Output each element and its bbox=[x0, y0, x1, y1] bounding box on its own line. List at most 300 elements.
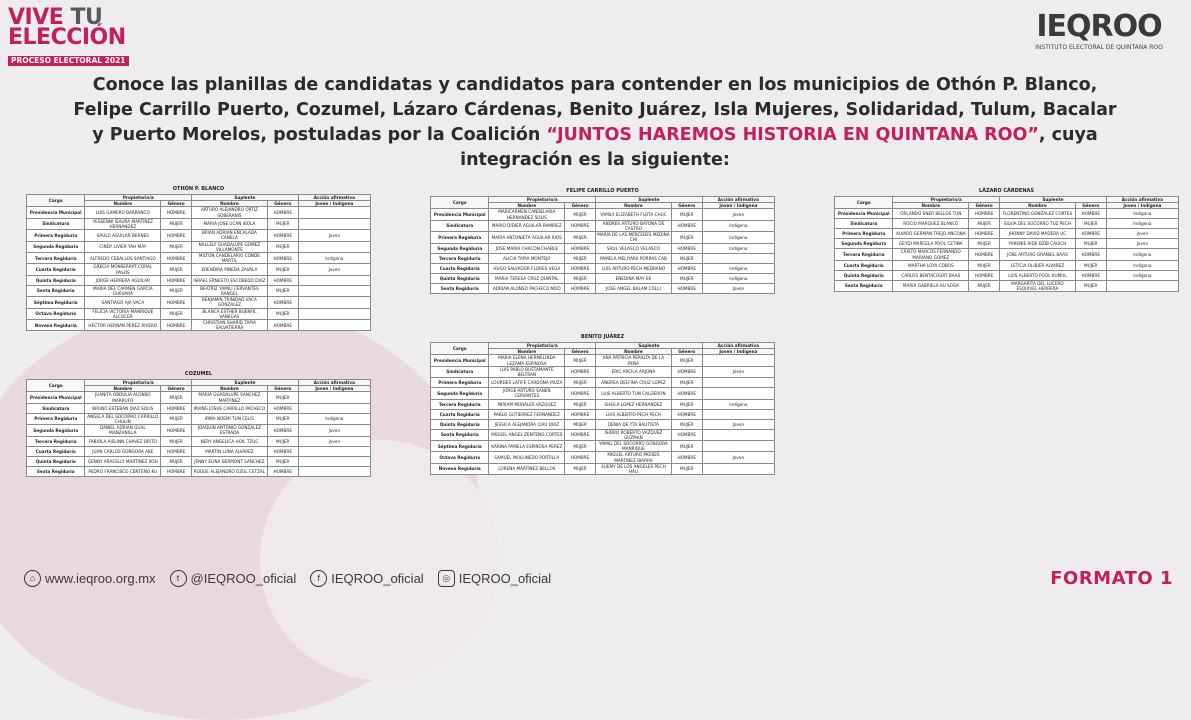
propietario-nombre-cell: CRISTO MARCOS FERNANDO MARIANO GOMEZ bbox=[893, 249, 969, 260]
accion-afirmativa-cell bbox=[702, 355, 774, 366]
cargo-cell: Primera Regiduría bbox=[27, 413, 85, 424]
instagram-icon: ◎ bbox=[438, 570, 455, 587]
propietario-nombre-cell: JUAN CARLOS GONGORA AKE bbox=[85, 446, 161, 456]
table-row bbox=[431, 366, 775, 377]
suplente-genero-cell: HOMBRE bbox=[671, 243, 702, 253]
propietario-nombre-cell: MARIO DIDIER AGUILAR RAMIREZ bbox=[489, 220, 565, 231]
accion-afirmativa-cell: Indígena bbox=[1106, 260, 1178, 270]
suplente-nombre-cell: ERIC ARCILA ARJONA bbox=[596, 366, 672, 377]
propietario-nombre-cell: JUANITA OBDULIA ALONSO MARRUFO bbox=[85, 392, 161, 403]
propietario-nombre-cell: MARIA TERESA CRUZ QUINTAL bbox=[489, 273, 565, 283]
propietario-genero-cell: HOMBRE bbox=[161, 253, 192, 264]
header-genero: Género bbox=[267, 386, 298, 392]
table-row bbox=[431, 263, 775, 273]
footer-instagram[interactable] bbox=[438, 570, 551, 587]
planilla-felipe-carrillo-puerto bbox=[430, 188, 775, 294]
cargo-cell: Sindicatura bbox=[27, 403, 85, 413]
table-row bbox=[431, 209, 775, 220]
accion-afirmativa-cell: Joven bbox=[298, 425, 370, 436]
cargo-cell: Sindicatura bbox=[431, 366, 489, 377]
twitter-text: @IEQROO_oficial bbox=[190, 570, 297, 586]
propietario-genero-cell: MUJER bbox=[969, 280, 1000, 291]
municipio-title: LÁZARO CÁRDENAS bbox=[978, 188, 1034, 194]
accion-afirmativa-cell bbox=[702, 441, 774, 452]
header-nombre: Nombre bbox=[85, 386, 161, 392]
table-row bbox=[27, 320, 371, 331]
propietario-genero-cell: MUJER bbox=[161, 285, 192, 296]
municipio-title: OTHÓN P. BLANCO bbox=[172, 186, 225, 192]
propietario-genero-cell: MUJER bbox=[565, 273, 596, 283]
table-row bbox=[835, 260, 1179, 270]
table-row bbox=[27, 456, 371, 466]
propietario-nombre-cell: GEYDI MARCELA POOL CETINA bbox=[893, 239, 969, 249]
cargo-cell: Primera Regiduría bbox=[431, 232, 489, 243]
cargo-cell: Segunda Regiduría bbox=[431, 243, 489, 253]
suplente-genero-cell: MUJER bbox=[267, 436, 298, 446]
propietario-nombre-cell: ORLANDO ENER BELLOS TUN bbox=[893, 209, 969, 219]
cargo-cell: Sexta Regiduría bbox=[27, 466, 85, 476]
suplente-genero-cell: HOMBRE bbox=[267, 275, 298, 285]
accion-afirmativa-cell: Joven bbox=[298, 264, 370, 275]
suplente-nombre-cell: JENNY ELINA BERMONT SANCHEZ bbox=[192, 456, 268, 466]
logo-line-1a: VIVE bbox=[8, 5, 71, 30]
accion-afirmativa-cell bbox=[702, 463, 774, 474]
planilla-table bbox=[26, 379, 371, 477]
intro-text-before: Conoce las planillas de candidatas y candidatos para contender en los municipios de Othón P. Blanco, Felipe Carrillo Puerto, Cozumel, Lázaro Cárdenas, Benito Juárez, Isla Mujeres, Solidaridad, Tulum, Bacalar y Puerto Morelos, postuladas por la Coalición bbox=[73, 75, 1117, 145]
cargo-cell: Sindicatura bbox=[27, 218, 85, 229]
suplente-genero-cell: HOMBRE bbox=[671, 263, 702, 273]
suplente-genero-cell: HOMBRE bbox=[671, 366, 702, 377]
propietario-nombre-cell: LOURDES LATIFE CARDONA MUZA bbox=[489, 378, 565, 388]
table-row bbox=[27, 308, 371, 319]
header-joven-indigena: Joven / Indígena bbox=[298, 386, 370, 392]
cargo-cell: Cuarta Regiduría bbox=[835, 260, 893, 270]
propietario-genero-cell: HOMBRE bbox=[161, 297, 192, 308]
logo-line-2: ELECCIÓN bbox=[8, 25, 126, 50]
propietario-genero-cell: HOMBRE bbox=[161, 320, 192, 331]
suplente-genero-cell: MUJER bbox=[671, 463, 702, 474]
suplente-genero-cell: HOMBRE bbox=[267, 253, 298, 264]
suplente-genero-cell: MUJER bbox=[671, 441, 702, 452]
propietario-genero-cell: MUJER bbox=[161, 308, 192, 319]
cargo-cell: Primera Regiduría bbox=[27, 230, 85, 241]
header-accion-afirmativa: Acción afirmativa bbox=[1106, 197, 1178, 203]
propietario-nombre-cell: ROCIO MARQUEZ BLANCO bbox=[893, 219, 969, 229]
header-nombre: Nombre bbox=[192, 201, 268, 207]
header-accion-afirmativa: Acción afirmativa bbox=[298, 195, 370, 201]
propietario-nombre-cell: LUIS GAMERO BARRANCO bbox=[85, 207, 161, 218]
cargo-cell: Presidencia Municipal bbox=[431, 355, 489, 366]
propietario-genero-cell: HOMBRE bbox=[161, 446, 192, 456]
accion-afirmativa-cell: Indígena bbox=[702, 263, 774, 273]
accion-afirmativa-cell: Indígena bbox=[1106, 209, 1178, 219]
suplente-genero-cell: HOMBRE bbox=[267, 230, 298, 241]
table-row bbox=[835, 239, 1179, 249]
propietario-nombre-cell: GRECIA MONSERRAT CORAL PASOS bbox=[85, 264, 161, 275]
suplente-nombre-cell: LUIS ALBERTO TUN CALDERON bbox=[596, 388, 672, 399]
propietario-nombre-cell: MARIA GABRIELA KU SOSA bbox=[893, 280, 969, 291]
propietario-nombre-cell: ALFREDO CEBALLOS SANTIAGO bbox=[85, 253, 161, 264]
propietario-genero-cell: MUJER bbox=[161, 241, 192, 252]
suplente-genero-cell: HOMBRE bbox=[671, 452, 702, 463]
accion-afirmativa-cell: Indígena bbox=[1106, 249, 1178, 260]
header-nombre: Nombre bbox=[85, 201, 161, 207]
cargo-cell: Presidencia Municipal bbox=[431, 209, 489, 220]
accion-afirmativa-cell: Indígena bbox=[702, 243, 774, 253]
suplente-nombre-cell: YAMILY ELIZABETH FLOTA CHUC bbox=[596, 209, 672, 220]
accion-afirmativa-cell bbox=[298, 207, 370, 218]
accion-afirmativa-cell bbox=[702, 388, 774, 399]
accion-afirmativa-cell bbox=[298, 466, 370, 476]
footer-website[interactable] bbox=[24, 570, 156, 587]
suplente-nombre-cell: JOSE ANGEL BALAM COLLI bbox=[596, 283, 672, 293]
cargo-cell: Cuarta Regiduría bbox=[431, 263, 489, 273]
facebook-text: IEQROO_oficial bbox=[331, 570, 424, 586]
municipio-title: COZUMEL bbox=[184, 371, 213, 377]
cargo-cell: Cuarta Regiduría bbox=[27, 264, 85, 275]
cargo-cell: Sindicatura bbox=[431, 220, 489, 231]
table-row bbox=[835, 229, 1179, 239]
ieqroo-subtitle: INSTITUTO ELECTORAL DE QUINTANA ROO bbox=[1035, 44, 1163, 51]
propietario-nombre-cell: CINDY LIVIER YAH MAY bbox=[85, 241, 161, 252]
header-nombre: Nombre bbox=[596, 203, 672, 209]
municipio-title: FELIPE CARRILLO PUERTO bbox=[566, 188, 639, 194]
header-cargo: Cargo bbox=[27, 195, 85, 207]
table-row bbox=[27, 403, 371, 413]
table-row bbox=[27, 253, 371, 264]
table-row bbox=[431, 355, 775, 366]
propietario-genero-cell: HOMBRE bbox=[161, 275, 192, 285]
propietario-nombre-cell: FABIOLA AISLINN CHAVEZ BRITO bbox=[85, 436, 161, 446]
suplente-genero-cell: MUJER bbox=[267, 413, 298, 424]
suplente-genero-cell: HOMBRE bbox=[1075, 229, 1106, 239]
suplente-genero-cell: MUJER bbox=[671, 399, 702, 409]
propietario-nombre-cell: ALVARO GERMAN TREJO ANCONA bbox=[893, 229, 969, 239]
suplente-genero-cell: HOMBRE bbox=[671, 283, 702, 293]
table-row bbox=[431, 378, 775, 388]
suplente-nombre-cell: JOSE ARTURO GRANIEL BAAS bbox=[1000, 249, 1076, 260]
propietario-nombre-cell: MARIA ELENA HERMELINDA LEZAMA ESPINOSA bbox=[489, 355, 565, 366]
cargo-cell: Sexta Regiduría bbox=[431, 283, 489, 293]
cargo-cell: Sexta Regiduría bbox=[27, 285, 85, 296]
header-propietario: Propietario/a bbox=[85, 195, 192, 201]
suplente-genero-cell: MUJER bbox=[1075, 260, 1106, 270]
table-row bbox=[835, 270, 1179, 280]
header-genero: Género bbox=[671, 349, 702, 355]
propietario-genero-cell: MUJER bbox=[565, 232, 596, 243]
accion-afirmativa-cell bbox=[298, 218, 370, 229]
cargo-cell: Tercera Regiduría bbox=[431, 399, 489, 409]
suplente-genero-cell: HOMBRE bbox=[267, 425, 298, 436]
propietario-genero-cell: MUJER bbox=[565, 419, 596, 429]
suplente-genero-cell: MUJER bbox=[1075, 239, 1106, 249]
cargo-cell: Sexta Regiduría bbox=[835, 280, 893, 291]
suplente-nombre-cell: DENIA DE YTA BAUTISTA bbox=[596, 419, 672, 429]
facebook-icon: f bbox=[310, 570, 327, 587]
suplente-genero-cell: HOMBRE bbox=[671, 388, 702, 399]
suplente-genero-cell: MUJER bbox=[267, 241, 298, 252]
cargo-cell: Quinta Regiduría bbox=[431, 273, 489, 283]
accion-afirmativa-cell bbox=[1106, 280, 1178, 291]
propietario-nombre-cell: SANTIAGO AJA VACA bbox=[85, 297, 161, 308]
suplente-genero-cell: HOMBRE bbox=[267, 320, 298, 331]
accion-afirmativa-cell: Indígena bbox=[298, 253, 370, 264]
suplente-nombre-cell: MARIA DE LAS MERCEDES MEDINA CHI bbox=[597, 232, 670, 243]
table-row bbox=[431, 409, 775, 419]
footer bbox=[24, 567, 551, 589]
table-row bbox=[431, 388, 775, 399]
propietario-genero-cell: HOMBRE bbox=[565, 429, 596, 440]
propietario-genero-cell: MUJER bbox=[969, 219, 1000, 229]
propietario-nombre-cell: CARLOS BENTACOURT BAAS bbox=[893, 270, 969, 280]
propietario-nombre-cell: KARINA PAMELA ESPINOSA PEREZ bbox=[489, 441, 565, 452]
propietario-genero-cell: MUJER bbox=[565, 355, 596, 366]
cargo-cell: Segunda Regiduría bbox=[27, 241, 85, 252]
header-genero: Género bbox=[671, 203, 702, 209]
cargo-cell: Tercera Regiduría bbox=[27, 253, 85, 264]
accion-afirmativa-cell: Joven bbox=[702, 366, 774, 377]
propietario-genero-cell: MUJER bbox=[565, 378, 596, 388]
cargo-cell: Tercera Regiduría bbox=[835, 249, 893, 260]
propietario-nombre-cell: ALICIA TAPIA MONTEJO bbox=[489, 253, 565, 263]
planilla-table bbox=[430, 196, 775, 294]
vive-tu-eleccion-logo bbox=[8, 5, 138, 67]
suplente-genero-cell: MUJER bbox=[671, 232, 702, 243]
accion-afirmativa-cell bbox=[702, 429, 774, 440]
header-nombre: Nombre bbox=[489, 203, 565, 209]
suplente-genero-cell: MUJER bbox=[1075, 219, 1106, 229]
header-suplente: Suplente bbox=[192, 380, 299, 386]
propietario-genero-cell: HOMBRE bbox=[161, 403, 192, 413]
header-genero: Género bbox=[565, 203, 596, 209]
cargo-cell: Sindicatura bbox=[835, 219, 893, 229]
suplente-nombre-cell: LUIS ALBERTO POOL KUMUL bbox=[1000, 270, 1076, 280]
formato-label: FORMATO 1 bbox=[1050, 568, 1173, 589]
suplente-nombre-cell: MARIA GUADALUPE SANCHEZ MARTINEZ bbox=[192, 392, 268, 403]
instagram-text: IEQROO_oficial bbox=[458, 570, 552, 586]
suplente-genero-cell: MUJER bbox=[671, 273, 702, 283]
suplente-nombre-cell: MILTON CANDELARIO CONDE MARTIL bbox=[192, 253, 268, 264]
table-row bbox=[27, 425, 371, 436]
header-cargo: Cargo bbox=[431, 343, 489, 355]
table-row bbox=[27, 297, 371, 308]
planilla-othon-p-blanco bbox=[26, 186, 371, 331]
suplente-nombre-cell: ENEDINA MAY EK bbox=[596, 273, 672, 283]
table-row bbox=[431, 452, 775, 463]
suplente-genero-cell: MUJER bbox=[671, 209, 702, 220]
propietario-genero-cell: MUJER bbox=[161, 456, 192, 466]
suplente-nombre-cell: IRMA NOEMI TUN CELIS bbox=[192, 413, 268, 424]
accion-afirmativa-cell bbox=[298, 297, 370, 308]
intro-text bbox=[70, 73, 1120, 173]
table-row bbox=[431, 399, 775, 409]
footer-facebook[interactable] bbox=[310, 570, 423, 587]
cargo-cell: Segunda Regiduría bbox=[431, 388, 489, 399]
suplente-genero-cell: MUJER bbox=[267, 308, 298, 319]
accion-afirmativa-cell bbox=[298, 456, 370, 466]
suplente-nombre-cell: MARIA JOSE UCAN IBOLA bbox=[192, 218, 268, 229]
cargo-cell: Tercera Regiduría bbox=[431, 253, 489, 263]
header-propietario: Propietario/a bbox=[893, 197, 1000, 203]
suplente-genero-cell: MUJER bbox=[671, 419, 702, 429]
table-row bbox=[431, 429, 775, 440]
accion-afirmativa-cell: Indígena bbox=[702, 273, 774, 283]
propietario-nombre-cell: ANGELA DEL SOCORRO CARRILLO CHULIN bbox=[85, 413, 161, 424]
header-genero: Género bbox=[161, 201, 192, 207]
cargo-cell: Séptima Regiduría bbox=[27, 297, 85, 308]
propietario-nombre-cell: JESSICA ALEJANDRA CIAU DIAZ bbox=[489, 419, 565, 429]
propietario-genero-cell: HOMBRE bbox=[161, 466, 192, 476]
suplente-genero-cell: MUJER bbox=[267, 285, 298, 296]
propietario-genero-cell: MUJER bbox=[161, 413, 192, 424]
planilla-table bbox=[26, 194, 371, 331]
suplente-nombre-cell: YAMILI DEL SOCORRO GONGORA MANRIQUE bbox=[596, 441, 672, 452]
intro-text-after: , cuya integración es la siguiente: bbox=[460, 125, 1098, 170]
accion-afirmativa-cell: Indígena bbox=[298, 413, 370, 424]
cargo-cell: Novena Regiduría bbox=[27, 320, 85, 331]
propietario-genero-cell: HOMBRE bbox=[565, 366, 596, 377]
table-row bbox=[27, 230, 371, 241]
home-icon: ⌂ bbox=[24, 570, 41, 587]
accion-afirmativa-cell bbox=[298, 392, 370, 403]
table-row bbox=[27, 436, 371, 446]
suplente-nombre-cell: BLANCA ESTHER BUENFIL VANEGAS bbox=[192, 308, 268, 319]
suplente-genero-cell: HOMBRE bbox=[671, 429, 702, 440]
suplente-nombre-cell: JHONNY DAVID MADERA UC bbox=[1000, 229, 1076, 239]
propietario-nombre-cell: SAMUEL MOLLINEDO PORTILLA bbox=[489, 452, 565, 463]
header-joven-indigena: Joven / Indígena bbox=[298, 201, 370, 207]
cargo-cell: Quinta Regiduría bbox=[835, 270, 893, 280]
propietario-nombre-cell: ADRIAN ALONSO PACHECO MOO bbox=[489, 283, 565, 293]
planilla-table bbox=[834, 196, 1179, 292]
propietario-genero-cell: HOMBRE bbox=[565, 263, 596, 273]
accion-afirmativa-cell bbox=[298, 320, 370, 331]
table-row bbox=[835, 209, 1179, 219]
propietario-nombre-cell: LUIS PABLO BUSTAMANTE BELTRAN bbox=[489, 366, 565, 377]
website-text: www.ieqroo.org.mx bbox=[45, 570, 156, 586]
accion-afirmativa-cell bbox=[298, 308, 370, 319]
table-row bbox=[27, 264, 371, 275]
suplente-nombre-cell: ANDREA DELFINA CRUZ LOPEZ bbox=[596, 378, 672, 388]
propietario-nombre-cell: HUGO SALVADOR FLORES VEGA bbox=[489, 263, 565, 273]
suplente-nombre-cell: LETICIA OLIBIER ALVAREZ bbox=[1000, 260, 1076, 270]
header-propietario: Propietario/a bbox=[489, 343, 596, 349]
propietario-genero-cell: HOMBRE bbox=[969, 270, 1000, 280]
table-row bbox=[431, 283, 775, 293]
suplente-genero-cell: MUJER bbox=[267, 264, 298, 275]
table-row bbox=[431, 463, 775, 474]
propietario-genero-cell: HOMBRE bbox=[161, 207, 192, 218]
suplente-genero-cell: HOMBRE bbox=[267, 207, 298, 218]
propietario-genero-cell: MUJER bbox=[565, 209, 596, 220]
propietario-genero-cell: HOMBRE bbox=[565, 220, 596, 231]
accion-afirmativa-cell: Indígena bbox=[702, 232, 774, 243]
cargo-cell: Presidencia Municipal bbox=[27, 207, 85, 218]
ieqroo-logo bbox=[1029, 9, 1169, 52]
accion-afirmativa-cell bbox=[298, 275, 370, 285]
table-row bbox=[27, 275, 371, 285]
suplente-genero-cell: MUJER bbox=[671, 355, 702, 366]
header-cargo: Cargo bbox=[835, 197, 893, 209]
suplente-nombre-cell: MARGARITA DEL LUCERO ESQUIVEL HERRERA bbox=[1000, 280, 1076, 291]
propietario-nombre-cell: YESSENNI ISAURA MARTINEZ HERNANDEZ bbox=[85, 218, 161, 229]
propietario-genero-cell: MUJER bbox=[969, 239, 1000, 249]
header-accion-afirmativa: Acción afirmativa bbox=[702, 197, 774, 203]
propietario-genero-cell: HOMBRE bbox=[565, 283, 596, 293]
table-row bbox=[431, 253, 775, 263]
table-row bbox=[431, 220, 775, 231]
suplente-nombre-cell: CHRISTIAN SHARID TAPIA SALVATIERRA bbox=[192, 320, 268, 331]
suplente-nombre-cell: ISRAEL ERNESTO ESCOBEDO DIAZ bbox=[192, 275, 268, 285]
header-nombre: Nombre bbox=[489, 349, 565, 355]
header-suplente: Suplente bbox=[1000, 197, 1107, 203]
suplente-nombre-cell: ANA PATRICIA PERALTA DE LA PEÑA bbox=[596, 355, 672, 366]
accion-afirmativa-cell: Joven bbox=[298, 436, 370, 446]
header-joven-indigena: Joven / Indígena bbox=[702, 349, 774, 355]
propietario-genero-cell: HOMBRE bbox=[565, 388, 596, 399]
propietario-genero-cell: HOMBRE bbox=[565, 243, 596, 253]
accion-afirmativa-cell bbox=[702, 378, 774, 388]
propietario-nombre-cell: HECTOR HERNAN PEREZ RIVERO bbox=[85, 320, 161, 331]
suplente-genero-cell: MUJER bbox=[267, 456, 298, 466]
propietario-genero-cell: MUJER bbox=[565, 441, 596, 452]
header-accion-afirmativa: Acción afirmativa bbox=[702, 343, 774, 349]
suplente-genero-cell: HOMBRE bbox=[671, 409, 702, 419]
accion-afirmativa-cell: Joven bbox=[1106, 239, 1178, 249]
table-row bbox=[27, 413, 371, 424]
table-row bbox=[835, 249, 1179, 260]
suplente-genero-cell: HOMBRE bbox=[1075, 209, 1106, 219]
propietario-nombre-cell: JORGE ARTURO SANEN CERVANTES bbox=[489, 388, 565, 399]
header-propietario: Propietario/a bbox=[85, 380, 192, 386]
propietario-genero-cell: HOMBRE bbox=[565, 409, 596, 419]
accion-afirmativa-cell: Joven bbox=[702, 209, 774, 220]
header-suplente: Suplente bbox=[596, 197, 703, 203]
suplente-genero-cell: MUJER bbox=[1075, 280, 1106, 291]
table-row bbox=[431, 419, 775, 429]
suplente-nombre-cell: ANDRES ARTURO BAYONA DE CASTRO bbox=[596, 220, 672, 231]
header-genero: Género bbox=[565, 349, 596, 355]
header-propietario: Propietario/a bbox=[489, 197, 596, 203]
suplente-genero-cell: MUJER bbox=[671, 378, 702, 388]
suplente-genero-cell: HOMBRE bbox=[267, 466, 298, 476]
propietario-genero-cell: HOMBRE bbox=[969, 209, 1000, 219]
footer-twitter[interactable] bbox=[170, 570, 297, 587]
header-joven-indigena: Joven / Indígena bbox=[702, 203, 774, 209]
propietario-nombre-cell: MARTHA LOYA COBOS bbox=[893, 260, 969, 270]
propietario-genero-cell: MUJER bbox=[161, 264, 192, 275]
cargo-cell: Novena Regiduría bbox=[431, 463, 489, 474]
suplente-nombre-cell: BRIAN ADRIAN ENCALADA CANELA bbox=[192, 230, 268, 241]
cargo-cell: Séptima Regiduría bbox=[431, 441, 489, 452]
accion-afirmativa-cell: Indígena bbox=[702, 220, 774, 231]
table-row bbox=[27, 285, 371, 296]
header-cargo: Cargo bbox=[27, 380, 85, 392]
header-nombre: Nombre bbox=[192, 386, 268, 392]
suplente-genero-cell: HOMBRE bbox=[1075, 270, 1106, 280]
accion-afirmativa-cell: Joven bbox=[702, 283, 774, 293]
table-row bbox=[27, 218, 371, 229]
cargo-cell: Cuarta Regiduría bbox=[431, 409, 489, 419]
propietario-nombre-cell: SAULO AGUILAR BERNES bbox=[85, 230, 161, 241]
header-nombre: Nombre bbox=[893, 203, 969, 209]
cargo-cell: Sexta Regiduría bbox=[431, 429, 489, 440]
header-suplente: Suplente bbox=[192, 195, 299, 201]
propietario-genero-cell: MUJER bbox=[969, 260, 1000, 270]
suplente-nombre-cell: FLORENTINO GONZALEZ CORTES bbox=[1000, 209, 1076, 219]
municipio-title: BENITO JUÁREZ bbox=[580, 334, 625, 340]
header-suplente: Suplente bbox=[596, 343, 703, 349]
